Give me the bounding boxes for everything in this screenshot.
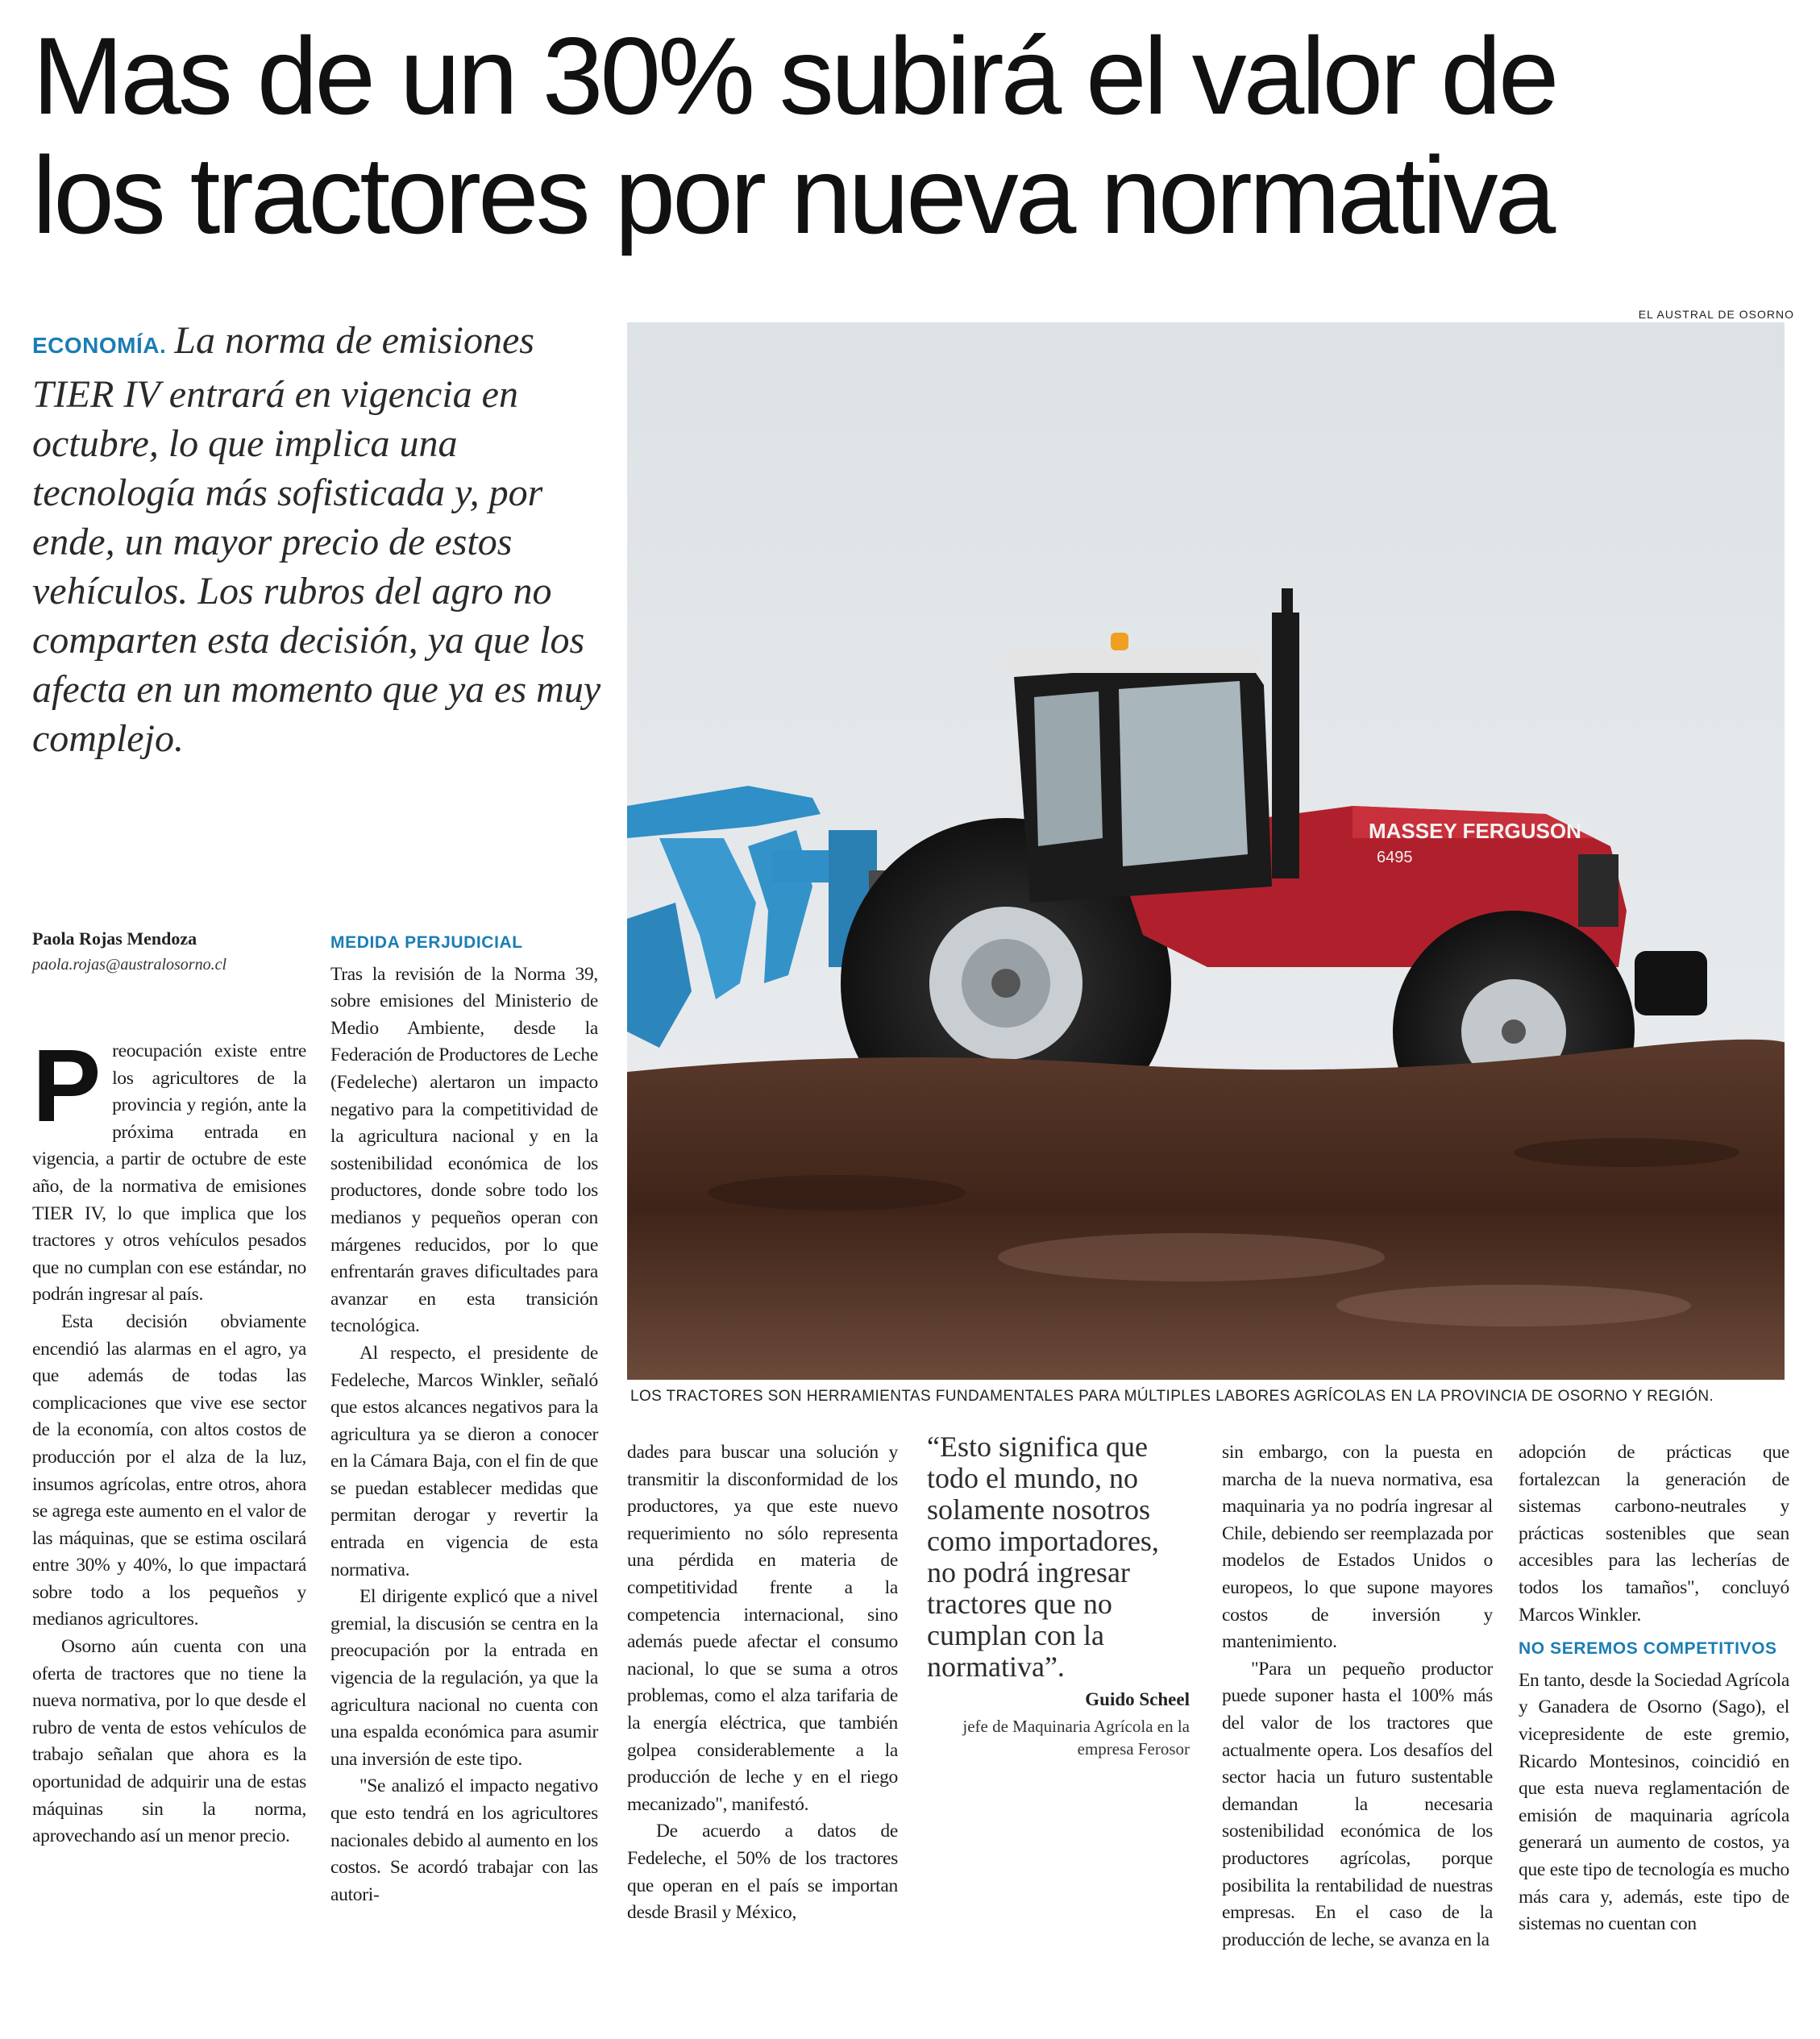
col1-paragraph-1: reocupación existe entre los agricultores de la provincia y región, ante la próxima entrada en vigencia, a partir de octubre de este año, de la normativa de emisiones TIER IV, lo que implica que los tractores y otros vehículos pesados que no cumplan con ese estándar, no podrán ingresar al país. xyxy=(32,1040,306,1306)
subhead-no-seremos-competitivos: NO SEREMOS COMPETITIVOS xyxy=(1519,1639,1777,1659)
col5-paragraph-1: sin embargo, con la puesta en marcha de la nueva normativa, esa maquinaria ya no podría ingresar al Chile, debiendo ser reemplazada por modelos de Estados Unidos o europeos, lo que supone mayores costos de inversión y mantenimiento. xyxy=(1222,1442,1493,1653)
column-6 xyxy=(1519,1439,1789,1938)
drop-cap: P xyxy=(32,1028,102,1144)
col2-paragraph-2: Al respecto, el presidente de Fedeleche, Marcos Winkler, señaló que estos alcances negativos para la agricultura ya se dieron a conocer en la Cámara Baja, con el fin de que se puedan establecer medidas que permitan derogar y revertir la entrada en vigencia de esta normativa. xyxy=(330,1342,598,1580)
author-email[interactable]: paola.rojas@australosorno.cl xyxy=(32,956,227,974)
column-3 xyxy=(627,1439,898,1927)
col2-paragraph-1: Tras la revisión de la Norma 39, sobre emisiones del Ministerio de Medio Ambiente, desde la Federación de Productores de Leche (Fedeleche) alertaron un impacto negativo para la competitividad de la agricultura nacional y en la sostenibilidad económica de los productores, donde sobre todo los medianos y pequeños operan con márgenes reducidos, por lo que enfrentarán graves dificultades para avanzar en esta transición tecnológica. xyxy=(330,963,598,1337)
column-2 xyxy=(330,929,598,1908)
tractor-illustration xyxy=(627,322,1785,1380)
pull-quote: “Esto significa que todo el mundo, no solamente nosotros como importadores, no podrá ingresar tractores que no cumplan con la normativa”. xyxy=(927,1431,1159,1683)
subhead-medida-perjudicial: MEDIDA PERJUDICIAL xyxy=(330,933,523,952)
deck xyxy=(32,316,613,763)
column-5 xyxy=(1222,1439,1493,1954)
quote-attribution xyxy=(927,1689,1190,1760)
column-1 xyxy=(32,1028,306,1850)
col6-paragraph-2: En tanto, desde la Sociedad Agrícola y Ganadera de Osorno (Sago), el vicepresidente de este gremio, Ricardo Montesinos, coincidió en que esta nueva reglamentación de emisión de maquinaria agrícola generará un aumento de costos, ya que este tipo de tecnología es mucho más cara y, además, este tipo de sistemas no cuentan con xyxy=(1519,1669,1789,1935)
col2-paragraph-4: "Se analizó el impacto negativo que esto tendrá en los agricultores nacionales debido al aumento en los costos. Se acordó trabajar con las autori- xyxy=(330,1775,598,1905)
photo-credit: EL AUSTRAL DE OSORNO xyxy=(1638,308,1794,321)
quote-author-name: Guido Scheel xyxy=(1085,1689,1190,1709)
photo-caption: LOS TRACTORES SON HERRAMIENTAS FUNDAMENTALES PARA MÚLTIPLES LABORES AGRÍCOLAS EN LA PROVINCIA DE OSORNO Y REGIÓN. xyxy=(630,1388,1714,1405)
col1-paragraph-3: Osorno aún cuenta con una oferta de tractores que no tiene la nueva normativa, por lo que desde el rubro de venta de estos vehículos de trabajo señalan que ahora es la oportunidad de adquirir una de estas máquinas sin la norma, aprovechando así un menor precio. xyxy=(32,1636,306,1847)
section-label: ECONOMÍA. xyxy=(32,333,167,358)
deck-text: La norma de emisiones TIER IV entrará en vigencia en octubre, lo que implica una tecnología más sofisticada y, por ende, un mayor precio de estos vehículos. Los rubros del agro no comparten esta decisión, ya que los afecta en un momento que ya es muy complejo. xyxy=(32,319,601,760)
col6-paragraph-1: adopción de prácticas que fortalezcan la generación de sistemas carbono-neutrales y prácticas sostenibles que sean accesibles para las lecherías de todos los tamaños", concluyó Marcos Winkler. xyxy=(1519,1442,1789,1626)
col1-paragraph-2: Esta decisión obviamente encendió las alarmas en el agro, ya que además de todas las complicaciones que vive ese sector de la economía, con altos costos de producción por el alza de la luz, insumos agrícolas, entre otros, ahora se agrega este aumento en el valor de las máquinas, que se estima oscilará entre 30% y 40%, lo que impactará sobre todo a los pequeños y medianos agricultores. xyxy=(32,1310,306,1630)
tractor-photo xyxy=(627,322,1785,1380)
quote-author-role: jefe de Maquinaria Agrícola en la empresa Ferosor xyxy=(962,1717,1190,1759)
col2-paragraph-3: El dirigente explicó que a nivel gremial, la discusión se centra en la preocupación por la entrada en vigencia de la regulación, ya que la agricultura nacional no cuenta con una espalda económica para asumir una inversión de este tipo. xyxy=(330,1586,598,1770)
tractor-model-text: 6495 xyxy=(1377,849,1413,866)
headline-line-2: los tractores por nueva normativa xyxy=(32,134,1553,256)
col3-paragraph-2: De acuerdo a datos de Fedeleche, el 50% de los tractores que operan en el país se importan desde Brasil y México, xyxy=(627,1821,898,1924)
tractor-brand-text: MASSEY FERGUSON xyxy=(1369,819,1581,843)
col3-paragraph-1: dades para buscar una solución y transmitir la disconformidad de los productores, ya que este nuevo requerimiento no sólo representa una pérdida en materia de competitividad frente a la competencia internacional, sino además puede afectar el consumo nacional, lo que se suma a otros problemas, como el alza tarifaria de la energía eléctrica, que también golpea considerablemente a la producción de leche y en el riego mecanizado", manifestó. xyxy=(627,1442,898,1815)
headline-line-1: Mas de un 30% subirá el valor de xyxy=(32,15,1556,137)
byline xyxy=(32,928,322,974)
col5-paragraph-2: "Para un pequeño productor puede suponer hasta el 100% más del valor de los tractores que actualmente opera. Los desafíos del sector hacia un futuro sustentable demandan la necesaria sostenibilidad económica de los productores agrícolas, porque posibilita la rentabilidad de nuestras empresas. En el caso de la producción de leche, se avanza en la xyxy=(1222,1658,1493,1950)
author-name: Paola Rojas Mendoza xyxy=(32,928,197,949)
headline xyxy=(32,16,1797,255)
